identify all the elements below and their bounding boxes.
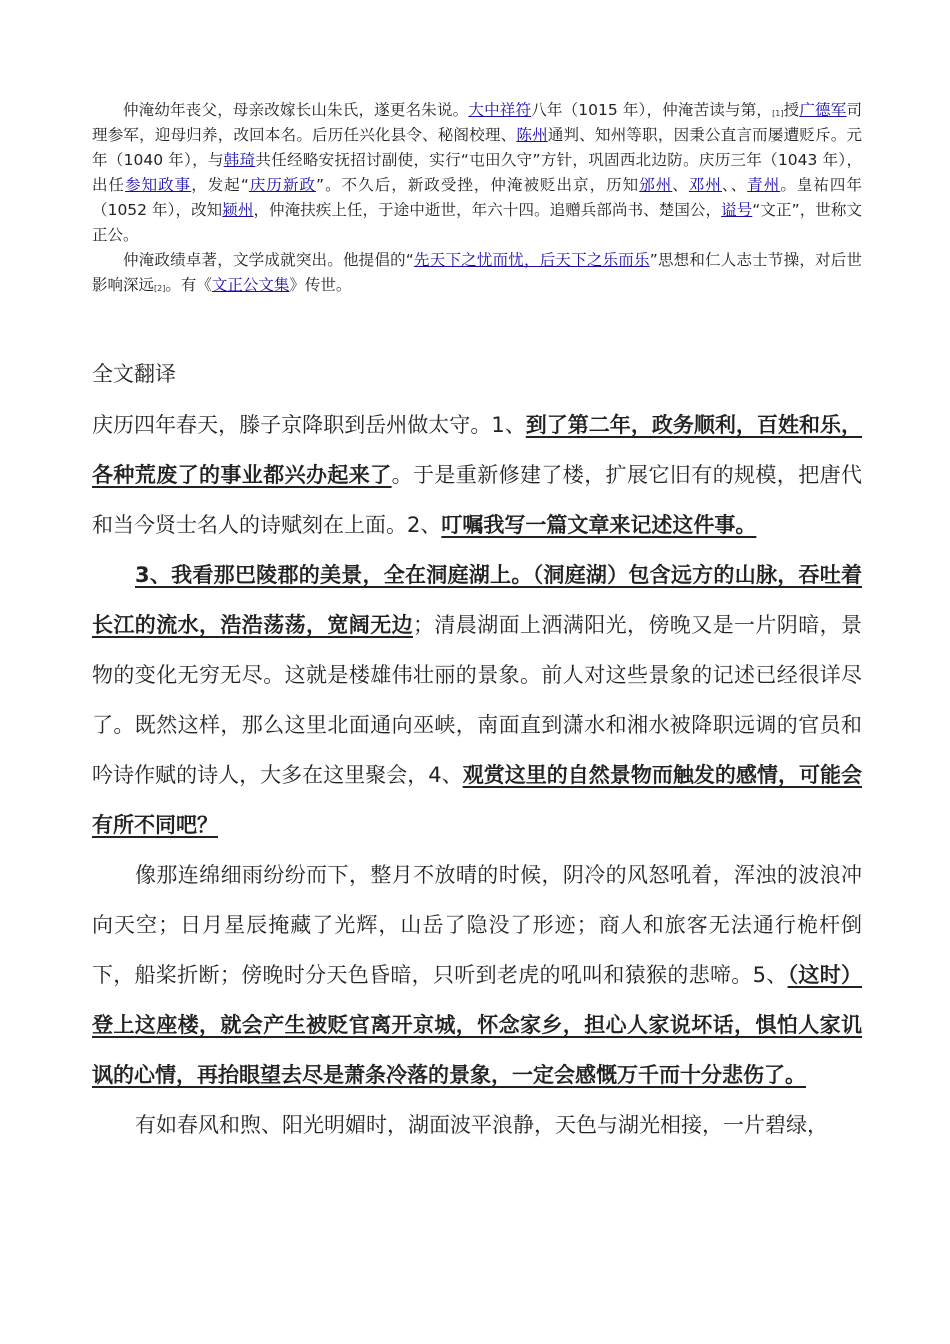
text-run: ，发起“	[191, 176, 249, 194]
translation-heading: 全文翻译	[92, 362, 176, 386]
text-run: 。于是重新修建了楼，扩展它旧有的规模，把唐代和当今贤士名人的诗赋刻在上面。2、	[92, 463, 863, 537]
text-run: 、	[672, 176, 689, 194]
citation-marker[interactable]: [2]	[154, 284, 166, 293]
highlighted-sentence: 观赏这里的自然景物而触发的感情，可能会有所不同吧？	[92, 763, 863, 837]
hyperlink[interactable]: 陈州	[516, 126, 548, 144]
hyperlink[interactable]: 谥号	[721, 201, 753, 219]
citation-marker[interactable]: [1]	[772, 109, 784, 118]
translation-paragraph-4	[92, 1100, 862, 1150]
translation-paragraph-2	[92, 550, 862, 850]
translation-paragraph-3	[92, 850, 862, 1100]
text-run: 共任经略安抚招讨副使，实行“屯田久守”方针，巩固西北边防。庆历三年（1043 年），出任	[92, 151, 862, 194]
text-run: 通判、知州等职，因秉公直言而屡遭贬斥。元年（1040 年），与	[92, 126, 862, 169]
hyperlink[interactable]: 青州	[747, 176, 781, 194]
hyperlink[interactable]: 大中祥符	[468, 101, 532, 119]
biography-section	[92, 98, 862, 298]
hyperlink[interactable]: 邓州	[688, 176, 722, 194]
text-run: ；清晨湖面上洒满阳光，傍晚又是一片阴暗，景物的变化无穷无尽。这就是楼雄伟壮丽的景象。前人对这些景象的记述已经很详尽了。既然这样，那么这里北面通向巫峡，南面直到潇水和湘水被降职远调的官员和吟诗作赋的诗人，大多在这里聚会，4、	[92, 613, 862, 787]
highlighted-sentence: 到了第二年，政务顺利，百姓和乐，各种荒废了的事业都兴办起来了	[92, 413, 862, 487]
text-run: ，仲淹扶疾上任，于途中逝世，年六十四。追赠兵部尚书、楚国公，	[253, 201, 722, 219]
text-run: 。皇祐四年（1052 年），改知	[92, 176, 862, 219]
text-run: ”思想和仁人志士节操，对后世影响深远	[92, 251, 862, 294]
bio-paragraph-2	[92, 248, 862, 298]
text-run: 、、	[721, 176, 748, 194]
hyperlink[interactable]: 先天下之忧而忧，后天下之乐而乐	[413, 251, 650, 269]
text-run: 八年（1015 年），仲淹苦读与第，	[531, 101, 773, 119]
hyperlink[interactable]: 广德军	[799, 101, 847, 119]
hyperlink[interactable]: 参知政事	[125, 176, 192, 194]
text-run: 》传世。	[289, 276, 352, 294]
hyperlink[interactable]: 邠州	[639, 176, 673, 194]
text-run: 授	[783, 101, 800, 119]
hyperlink[interactable]: 文正公文集	[211, 276, 290, 294]
text-run: 庆历四年春天，滕子京降职到岳州做太守。1、	[92, 413, 526, 437]
highlighted-sentence: （这时）登上这座楼，就会产生被贬官离开京城，怀念家乡，担心人家说坏话，惧怕人家讥讽的心情，再抬眼望去尽是萧条冷落的景象，一定会感慨万千而十分悲伤了。	[92, 963, 863, 1087]
highlighted-sentence: 叮嘱我写一篇文章来记述这件事。	[441, 513, 757, 537]
text-run: 仲淹幼年丧父，母亲改嫁长山朱氏，遂更名朱说。	[123, 101, 469, 119]
hyperlink[interactable]: 庆历新政	[248, 176, 317, 194]
hyperlink[interactable]: 颍州	[222, 201, 254, 219]
translation-paragraph-1	[92, 400, 862, 550]
translation-section	[92, 400, 862, 1150]
text-run: 。有《	[165, 276, 212, 294]
bio-paragraph-1	[92, 98, 862, 248]
highlighted-sentence: 3、我看那巴陵郡的美景，全在洞庭湖上。（洞庭湖）包含远方的山脉，吞吐着长江的流水，浩浩荡荡，宽阔无边	[92, 563, 862, 637]
hyperlink[interactable]: 韩琦	[223, 151, 256, 169]
text-run: 像那连绵细雨纷纷而下，整月不放晴的时候，阴冷的风怒吼着，浑浊的波浪冲向天空；日月星辰掩藏了光辉，山岳了隐没了形迹；商人和旅客无法通行桅杆倒下，船桨折断；傍晚时分天色昏暗，只听到老虎的吼叫和猿猴的悲啼。5、	[92, 863, 862, 987]
text-run: “文正”，世称文正公。	[92, 201, 862, 244]
text-run: 司理参军，迎母归养，改回本名。后历任兴化县令、秘阁校理、	[92, 101, 862, 144]
text-run: 仲淹政绩卓著，文学成就突出。他提倡的“	[123, 251, 414, 269]
text-run: ”。不久后，新政受挫，仲淹被贬出京，历知	[316, 176, 640, 194]
text-run: 有如春风和煦、阳光明媚时，湖面波平浪静，天色与湖光相接，一片碧绿，	[135, 1113, 828, 1137]
